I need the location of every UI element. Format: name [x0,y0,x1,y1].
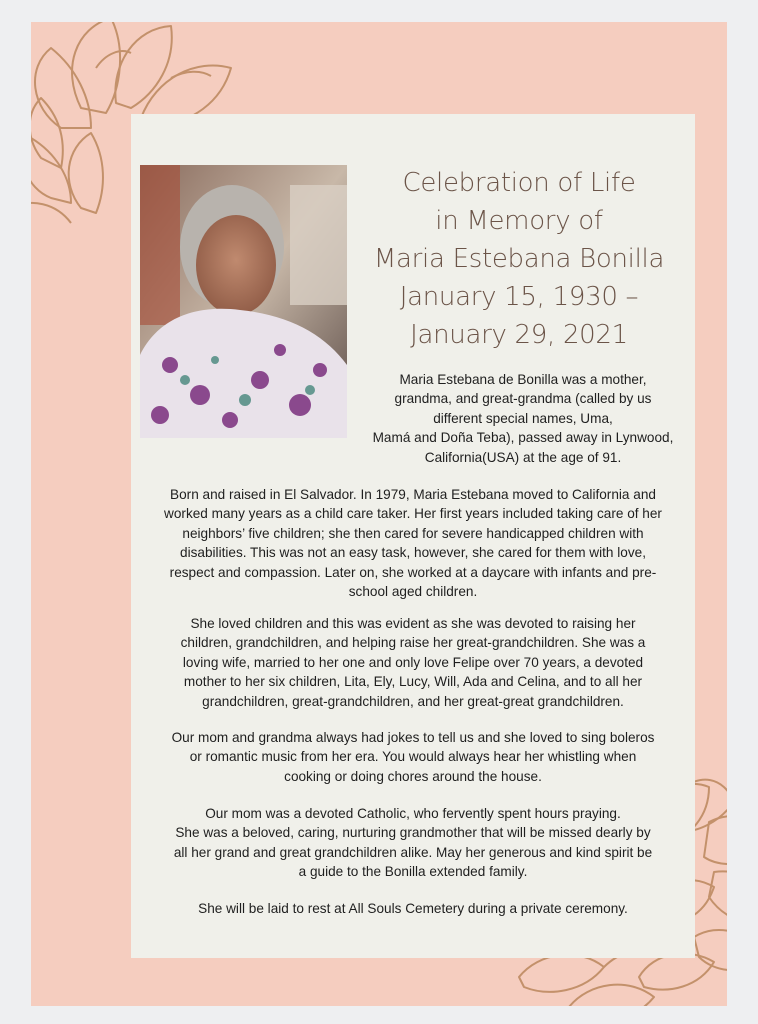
paragraph-early-life [131,485,695,601]
paragraph-line: children, grandchildren, and helping raise her great-grandchildren. She was a [180,635,646,651]
paragraph-family [131,614,695,711]
title-line: January 15, 1930 – [399,282,639,312]
intro-line: Maria Estebana de Bonilla was a mother, [399,372,647,387]
memorial-card [131,114,695,958]
title-line: January 29, 2021 [410,320,628,350]
paragraph-line: grandchildren, great-grandchildren, and her great-great grandchildren. [202,693,624,709]
portrait-photo [140,165,347,438]
paragraph-line: or romantic music from her era. You would always hear her whistling when [189,749,637,765]
intro-paragraph [357,370,689,467]
paragraph-faith [131,804,695,882]
title-line: Celebration of Life [402,168,636,198]
paragraph-line: Our mom and grandma always had jokes to tell us and she loved to sing boleros [171,730,655,745]
intro-line: California(USA) at the age of 91. [424,449,622,465]
paragraph-line: disabilities. This was not an easy task, however, she cared for them with love, [180,545,646,561]
paragraph-line: loving wife, married to her one and only love Felipe over 70 years, a devoted [182,654,644,670]
paragraph-line: cooking or doing chores around the house. [284,768,542,784]
paragraph-line: school aged children. [348,584,478,600]
paragraph-line: Born and raised in El Salvador. In 1979, Maria Estebana moved to California and [170,487,656,502]
paragraph-line: a guide to the Bonilla extended family. [298,864,528,880]
paragraph-line: She loved children and this was evident as she was devoted to raising her [190,616,636,631]
paragraph-line: mother to her six children, Lita, Ely, Lucy, Will, Ada and Celina, and to all her [183,674,643,690]
title-block [369,164,669,354]
paragraph-line: She was a beloved, caring, nurturing grandmother that will be missed dearly by [175,825,651,841]
paragraph-line: all her grand and great grandchildren alike. May her generous and kind spirit be [173,844,653,860]
intro-line: Mamá and Doña Teba), passed away in Lynwood, [372,430,674,446]
paragraph-music [131,728,695,786]
paragraph-line: neighbors’ five children; she then cared for severe handicapped children with [182,525,644,541]
intro-line: grandma, and great-grandma (called by us [394,391,652,407]
paragraph-resting-place [131,899,695,918]
title-line: in Memory of [435,206,603,236]
intro-line: different special names, Uma, [433,410,613,426]
paragraph-line: Our mom was a devoted Catholic, who fervently spent hours praying. [205,806,621,821]
paragraph-line: respect and compassion. Later on, she worked at a daycare with infants and pre- [169,564,657,580]
title-line: Maria Estebana Bonilla [373,244,665,274]
paragraph-line: She will be laid to rest at All Souls Cemetery during a private ceremony. [198,901,628,916]
paragraph-line: worked many years as a child care taker. Her first years included taking care of her [164,506,662,522]
memorial-poster [31,22,727,1006]
